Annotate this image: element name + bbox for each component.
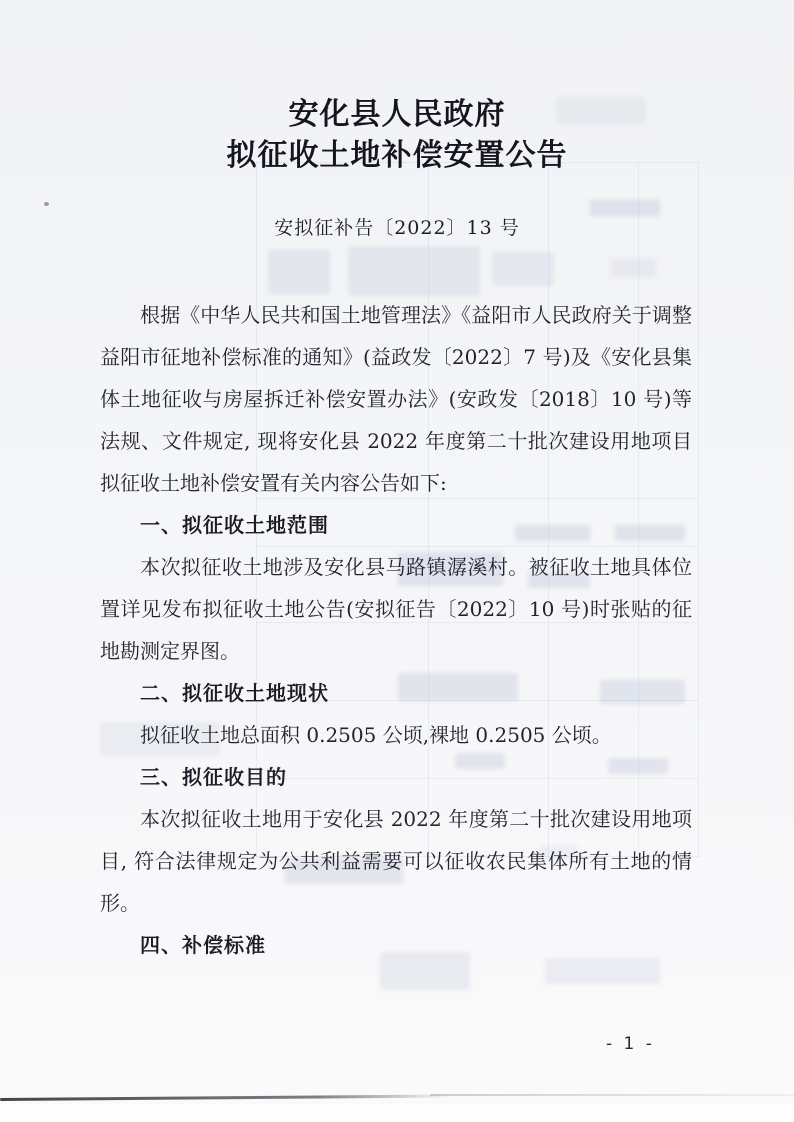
section-3-heading: 三、拟征收目的 <box>140 765 287 789</box>
section-2-paragraph: 拟征收土地总面积 0.2505 公顷,裸地 0.2505 公顷。 <box>140 723 612 747</box>
document-title <box>0 94 794 176</box>
document-title-line2: 拟征收土地补偿安置公告 <box>226 138 568 173</box>
document-number: 安拟征补告〔2022〕13 号 <box>274 217 520 239</box>
section-4-heading: 四、补偿标准 <box>140 933 266 957</box>
intro-paragraph: 根据《中华人民共和国土地管理法》《益阳市人民政府关于调整益阳市征地补偿标准的通知》(益政发〔2022〕7 号)及《安化县集体土地征收与房屋拆迁补偿安置办法》(安政发〔2018〕10 号)等法规、文件规定, 现将安化县 2022 年度第二十批次建设用地项目拟征收土地补偿安置有关内容公告如下: <box>100 303 692 495</box>
document-body <box>100 294 692 966</box>
section-2-heading: 二、拟征收土地现状 <box>140 681 329 705</box>
page-number: - 1 - <box>606 1034 655 1054</box>
section-1-paragraph: 本次拟征收土地涉及安化县马路镇潺溪村。被征收土地具体位置详见发布拟征收土地公告(安拟征告〔2022〕10 号)时张贴的征地勘测定界图。 <box>100 555 692 663</box>
section-1-heading: 一、拟征收土地范围 <box>140 513 329 537</box>
section-3-paragraph: 本次拟征收土地用于安化县 2022 年度第二十批次建设用地项目, 符合法律规定为公共利益需要可以征收农民集体所有土地的情形。 <box>100 807 692 915</box>
document-title-line1: 安化县人民政府 <box>288 97 506 132</box>
